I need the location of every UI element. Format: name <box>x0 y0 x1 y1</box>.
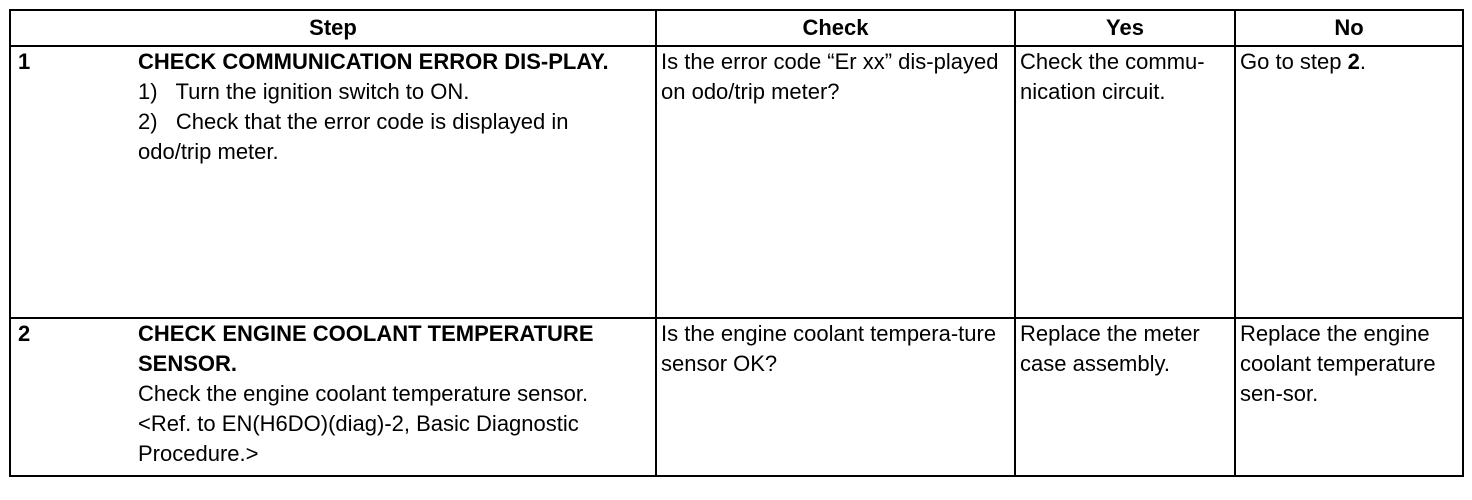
no-cell: Replace the engine coolant temperature sen-sor. <box>1235 318 1463 476</box>
step-cell <box>10 46 656 318</box>
no-step-link: 2 <box>1347 49 1360 74</box>
table-header-row <box>10 10 1463 46</box>
table-row <box>10 318 1463 476</box>
step-cell <box>10 318 656 476</box>
header-check: Check <box>656 10 1015 46</box>
diagnostic-table <box>9 9 1464 477</box>
step-title: CHECK ENGINE COOLANT TEMPERATURE SENSOR. <box>138 321 594 376</box>
step-instruction: 1) Turn the ignition switch to ON. <box>138 79 470 104</box>
header-yes: Yes <box>1015 10 1235 46</box>
no-cell <box>1235 46 1463 318</box>
no-text: Go to step <box>1240 49 1348 74</box>
no-text-suffix: . <box>1359 49 1366 74</box>
step-number: 1 <box>18 49 31 74</box>
step-title: CHECK COMMUNICATION ERROR DIS-PLAY. <box>138 49 609 74</box>
table-row <box>10 46 1463 318</box>
step-reference: <Ref. to EN(H6DO)(diag)-2, Basic Diagnostic Procedure.> <box>138 411 579 466</box>
header-no: No <box>1235 10 1463 46</box>
step-instruction: Check the engine coolant temperature sensor. <box>138 381 589 406</box>
check-cell: Is the engine coolant tempera-ture sensor OK? <box>656 318 1015 476</box>
step-number: 2 <box>18 321 31 346</box>
check-cell: Is the error code “Er xx” dis-played on odo/trip meter? <box>656 46 1015 318</box>
header-step: Step <box>10 10 656 46</box>
yes-cell: Check the commu-nication circuit. <box>1015 46 1235 318</box>
yes-cell: Replace the meter case assembly. <box>1015 318 1235 476</box>
step-instruction: 2) Check that the error code is displayed in odo/trip meter. <box>138 109 569 164</box>
